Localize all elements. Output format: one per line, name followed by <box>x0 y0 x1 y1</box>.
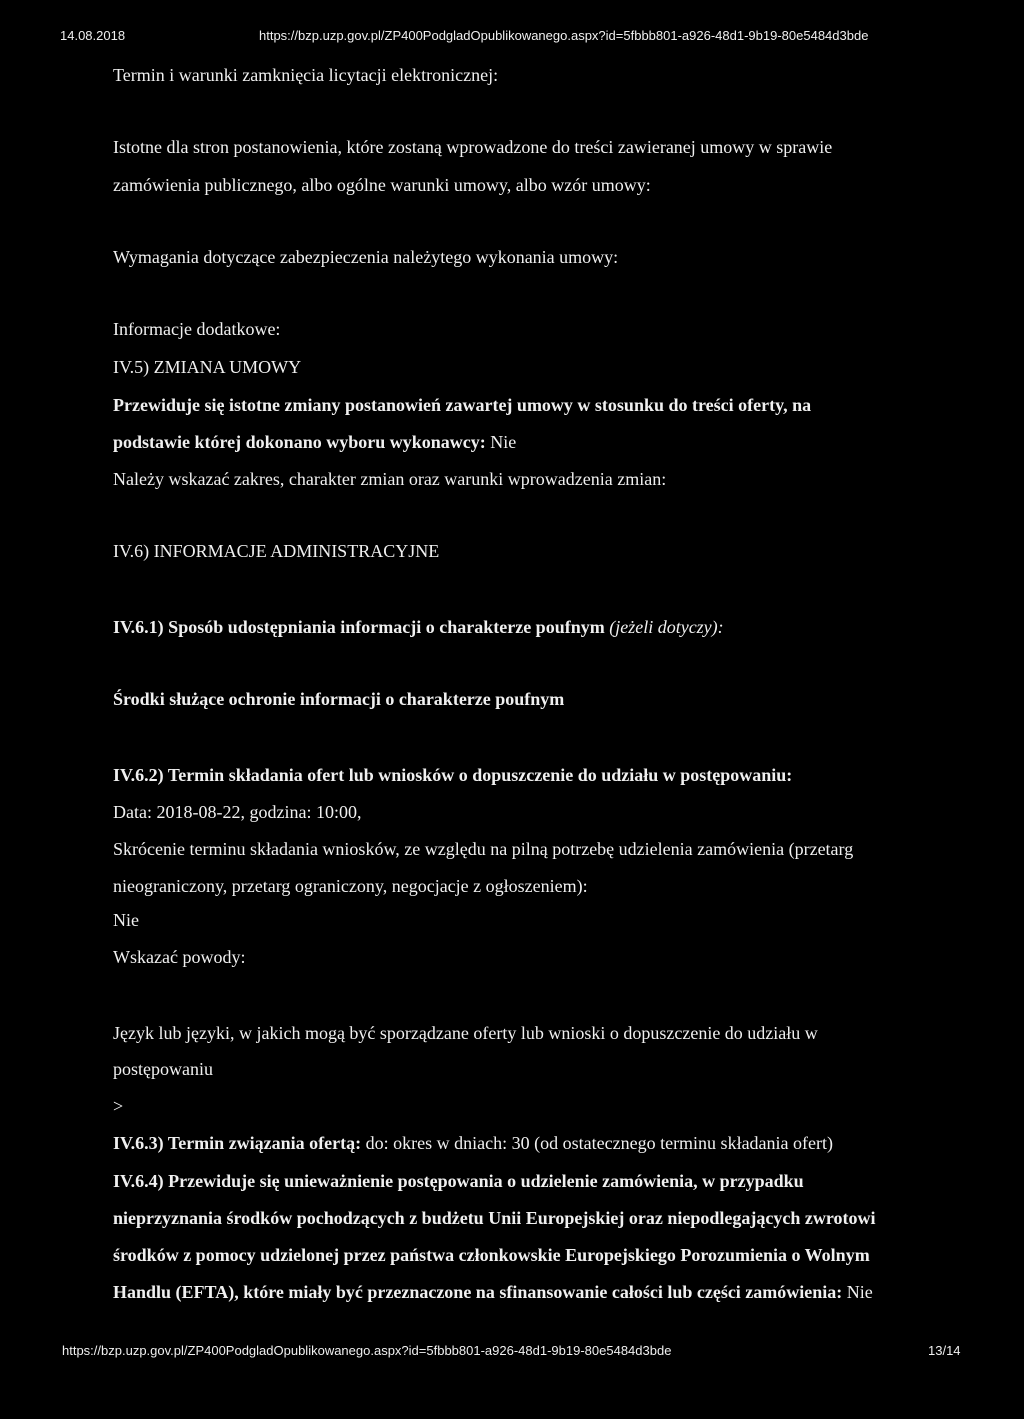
section-iv5-title: IV.5) ZMIANA UMOWY <box>113 357 302 377</box>
contract-change-line-1: Przewiduje się istotne zmiany postanowień zawartej umowy w stosunku do treści oferty, na <box>113 395 812 415</box>
contract-change-answer: Nie <box>485 432 517 452</box>
contract-change-line-2 <box>113 431 516 453</box>
section-iv64-line-2: nieprzyznania środków pochodzących z budżetu Unii Europejskiej oraz niepodlegających zwrotowi <box>113 1208 876 1228</box>
change-scope-text: Należy wskazać zakres, charakter zmian oraz warunki wprowadzenia zmian: <box>113 469 667 489</box>
shorten-term-line-1: Skrócenie terminu składania wniosków, ze względu na pilną potrzebę udzielenia zamówienia (przetarg <box>113 839 854 859</box>
section-iv62-title: IV.6.2) Termin składania ofert lub wniosków o dopuszczenie do udziału w postępowaniu: <box>113 765 793 785</box>
language-line-1: Język lub języki, w jakich mogą być sporządzane oferty lub wnioski o dopuszczenie do udziału w <box>113 1023 818 1043</box>
language-line-2: postępowaniu <box>113 1059 213 1079</box>
section-iv63-label: IV.6.3) Termin związania ofertą: <box>113 1133 362 1153</box>
section-iv64-question-end: Handlu (EFTA), które miały być przeznaczone na sfinansowanie całości lub części zamówienia: <box>113 1282 843 1302</box>
contract-change-question: podstawie której dokonano wyboru wykonawcy: <box>113 432 486 452</box>
essential-terms-line-1: Istotne dla stron postanowienia, które zostaną wprowadzone do treści zawieranej umowy w sprawie <box>113 137 833 157</box>
additional-info-text: Informacje dodatkowe: <box>113 319 281 339</box>
section-iv61-note: (jeżeli dotyczy): <box>604 617 724 637</box>
section-iv61-label: IV.6.1) Sposób udostępniania informacji o charakterze poufnym <box>113 617 605 637</box>
section-iv6-title: IV.6) INFORMACJE ADMINISTRACYJNE <box>113 541 440 561</box>
section-iv63-value: do: okres w dniach: 30 (od ostatecznego terminu składania ofert) <box>361 1133 834 1153</box>
security-requirements-text: Wymagania dotyczące zabezpieczenia należytego wykonania umowy: <box>113 247 619 267</box>
essential-terms-line-2: zamówienia publicznego, albo ogólne warunki umowy, albo wzór umowy: <box>113 175 651 195</box>
section-iv64-line-1: IV.6.4) Przewiduje się unieważnienie postępowania o udzielenie zamówienia, w przypadku <box>113 1171 804 1191</box>
deadline-text: Data: 2018-08-22, godzina: 10:00, <box>113 802 362 822</box>
language-value: > <box>113 1096 124 1116</box>
section-iv61 <box>113 616 724 638</box>
header-url[interactable]: https://bzp.uzp.gov.pl/ZP400PodgladOpublikowanego.aspx?id=5fbbb801-a926-48d1-9b19-80e5484d3bde <box>259 28 869 43</box>
shorten-term-line-2: nieograniczony, przetarg ograniczony, negocjacje z ogłoszeniem): <box>113 876 588 896</box>
section-iv63 <box>113 1132 833 1154</box>
shorten-term-answer: Nie <box>113 910 139 930</box>
footer-page-number: 13/14 <box>928 1343 961 1358</box>
section-iv64-line-3: środków z pomocy udzielonej przez państwa członkowskie Europejskiego Porozumienia o Wolnym <box>113 1245 870 1265</box>
footer-url[interactable]: https://bzp.uzp.gov.pl/ZP400PodgladOpublikowanego.aspx?id=5fbbb801-a926-48d1-9b19-80e5484d3bde <box>62 1343 672 1358</box>
confidential-means-text: Środki służące ochronie informacji o charakterze poufnym <box>113 689 565 709</box>
reasons-text: Wskazać powody: <box>113 947 246 967</box>
auction-closing-text: Termin i warunki zamknięcia licytacji elektronicznej: <box>113 65 499 85</box>
section-iv64-line-4 <box>113 1281 873 1303</box>
header-date: 14.08.2018 <box>60 28 126 43</box>
section-iv64-answer: Nie <box>842 1282 873 1302</box>
